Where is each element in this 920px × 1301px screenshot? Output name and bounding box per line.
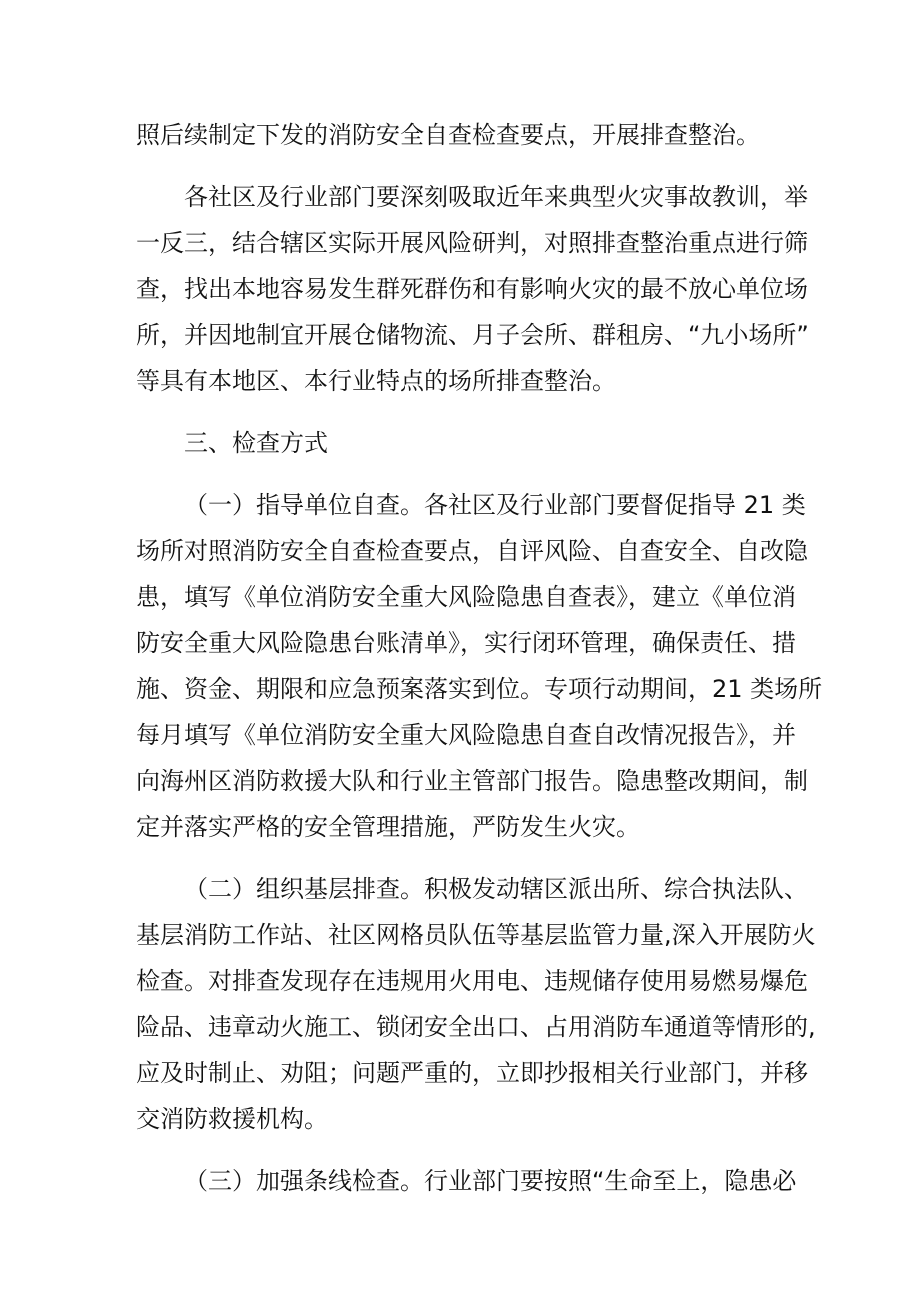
paragraph-4 (136, 866, 816, 1142)
text-line: （一）指导单位自查。各社区及行业部门要督促指导 21 类 (184, 491, 806, 519)
text-line: 各社区及行业部门要深刻吸取近年来典型火灾事故教训，举 (184, 183, 808, 211)
text-line: 应及时制止、劝阻；问题严重的，立即抄报相关行业部门，并移 (136, 1059, 808, 1087)
text-line: （二）组织基层排查。积极发动辖区派出所、综合执法队、 (184, 875, 808, 903)
document-body (136, 112, 823, 1204)
section-heading (136, 420, 796, 466)
text-line: 场所对照消防安全自查检查要点，自评风险、自查安全、自改隐 (136, 537, 808, 565)
text-line: 每月填写《单位消防安全重大风险隐患自查自改情况报告》，并 (136, 721, 796, 749)
text-line: 交消防救援机构。 (136, 1105, 328, 1133)
text-line: 一反三，结合辖区实际开展风险研判，对照排查整治重点进行筛 (136, 229, 808, 257)
text-line: 所，并因地制宜开展仓储物流、月子会所、群租房、“九小场所” (136, 321, 809, 349)
text-line: 向海州区消防救援大队和行业主管部门报告。隐患整改期间，制 (136, 767, 808, 795)
text-line: 险品、违章动火施工、锁闭安全出口、占用消防车通道等情形的, (136, 1013, 816, 1041)
text-line: 施、资金、期限和应急预案落实到位。专项行动期间，21 类场所 (136, 675, 823, 703)
text-line: 患，填写《单位消防安全重大风险隐患自查表》，建立《单位消 (136, 583, 796, 611)
heading-text: 三、检查方式 (184, 429, 328, 457)
text-line: （三）加强条线检查。行业部门要按照“生命至上，隐患必 (184, 1167, 797, 1195)
text-line: 查，找出本地容易发生群死群伤和有影响火灾的最不放心单位场 (136, 275, 808, 303)
text-line: 照后续制定下发的消防安全自查检查要点，开展排查整治。 (136, 121, 760, 149)
paragraph-5 (136, 1158, 796, 1204)
paragraph-2 (136, 174, 809, 404)
text-line: 等具有本地区、本行业特点的场所排查整治。 (136, 367, 616, 395)
text-line: 检查。对排查发现存在违规用火用电、违规储存使用易燃易爆危 (136, 967, 808, 995)
paragraph-3 (136, 482, 823, 850)
paragraph-1 (136, 112, 796, 158)
text-line: 防安全重大风险隐患台账清单》，实行闭环管理，确保责任、措 (136, 629, 796, 657)
text-line: 定并落实严格的安全管理措施，严防发生火灾。 (136, 813, 640, 841)
text-line: 基层消防工作站、社区网格员队伍等基层监管力量,深入开展防火 (136, 921, 816, 949)
